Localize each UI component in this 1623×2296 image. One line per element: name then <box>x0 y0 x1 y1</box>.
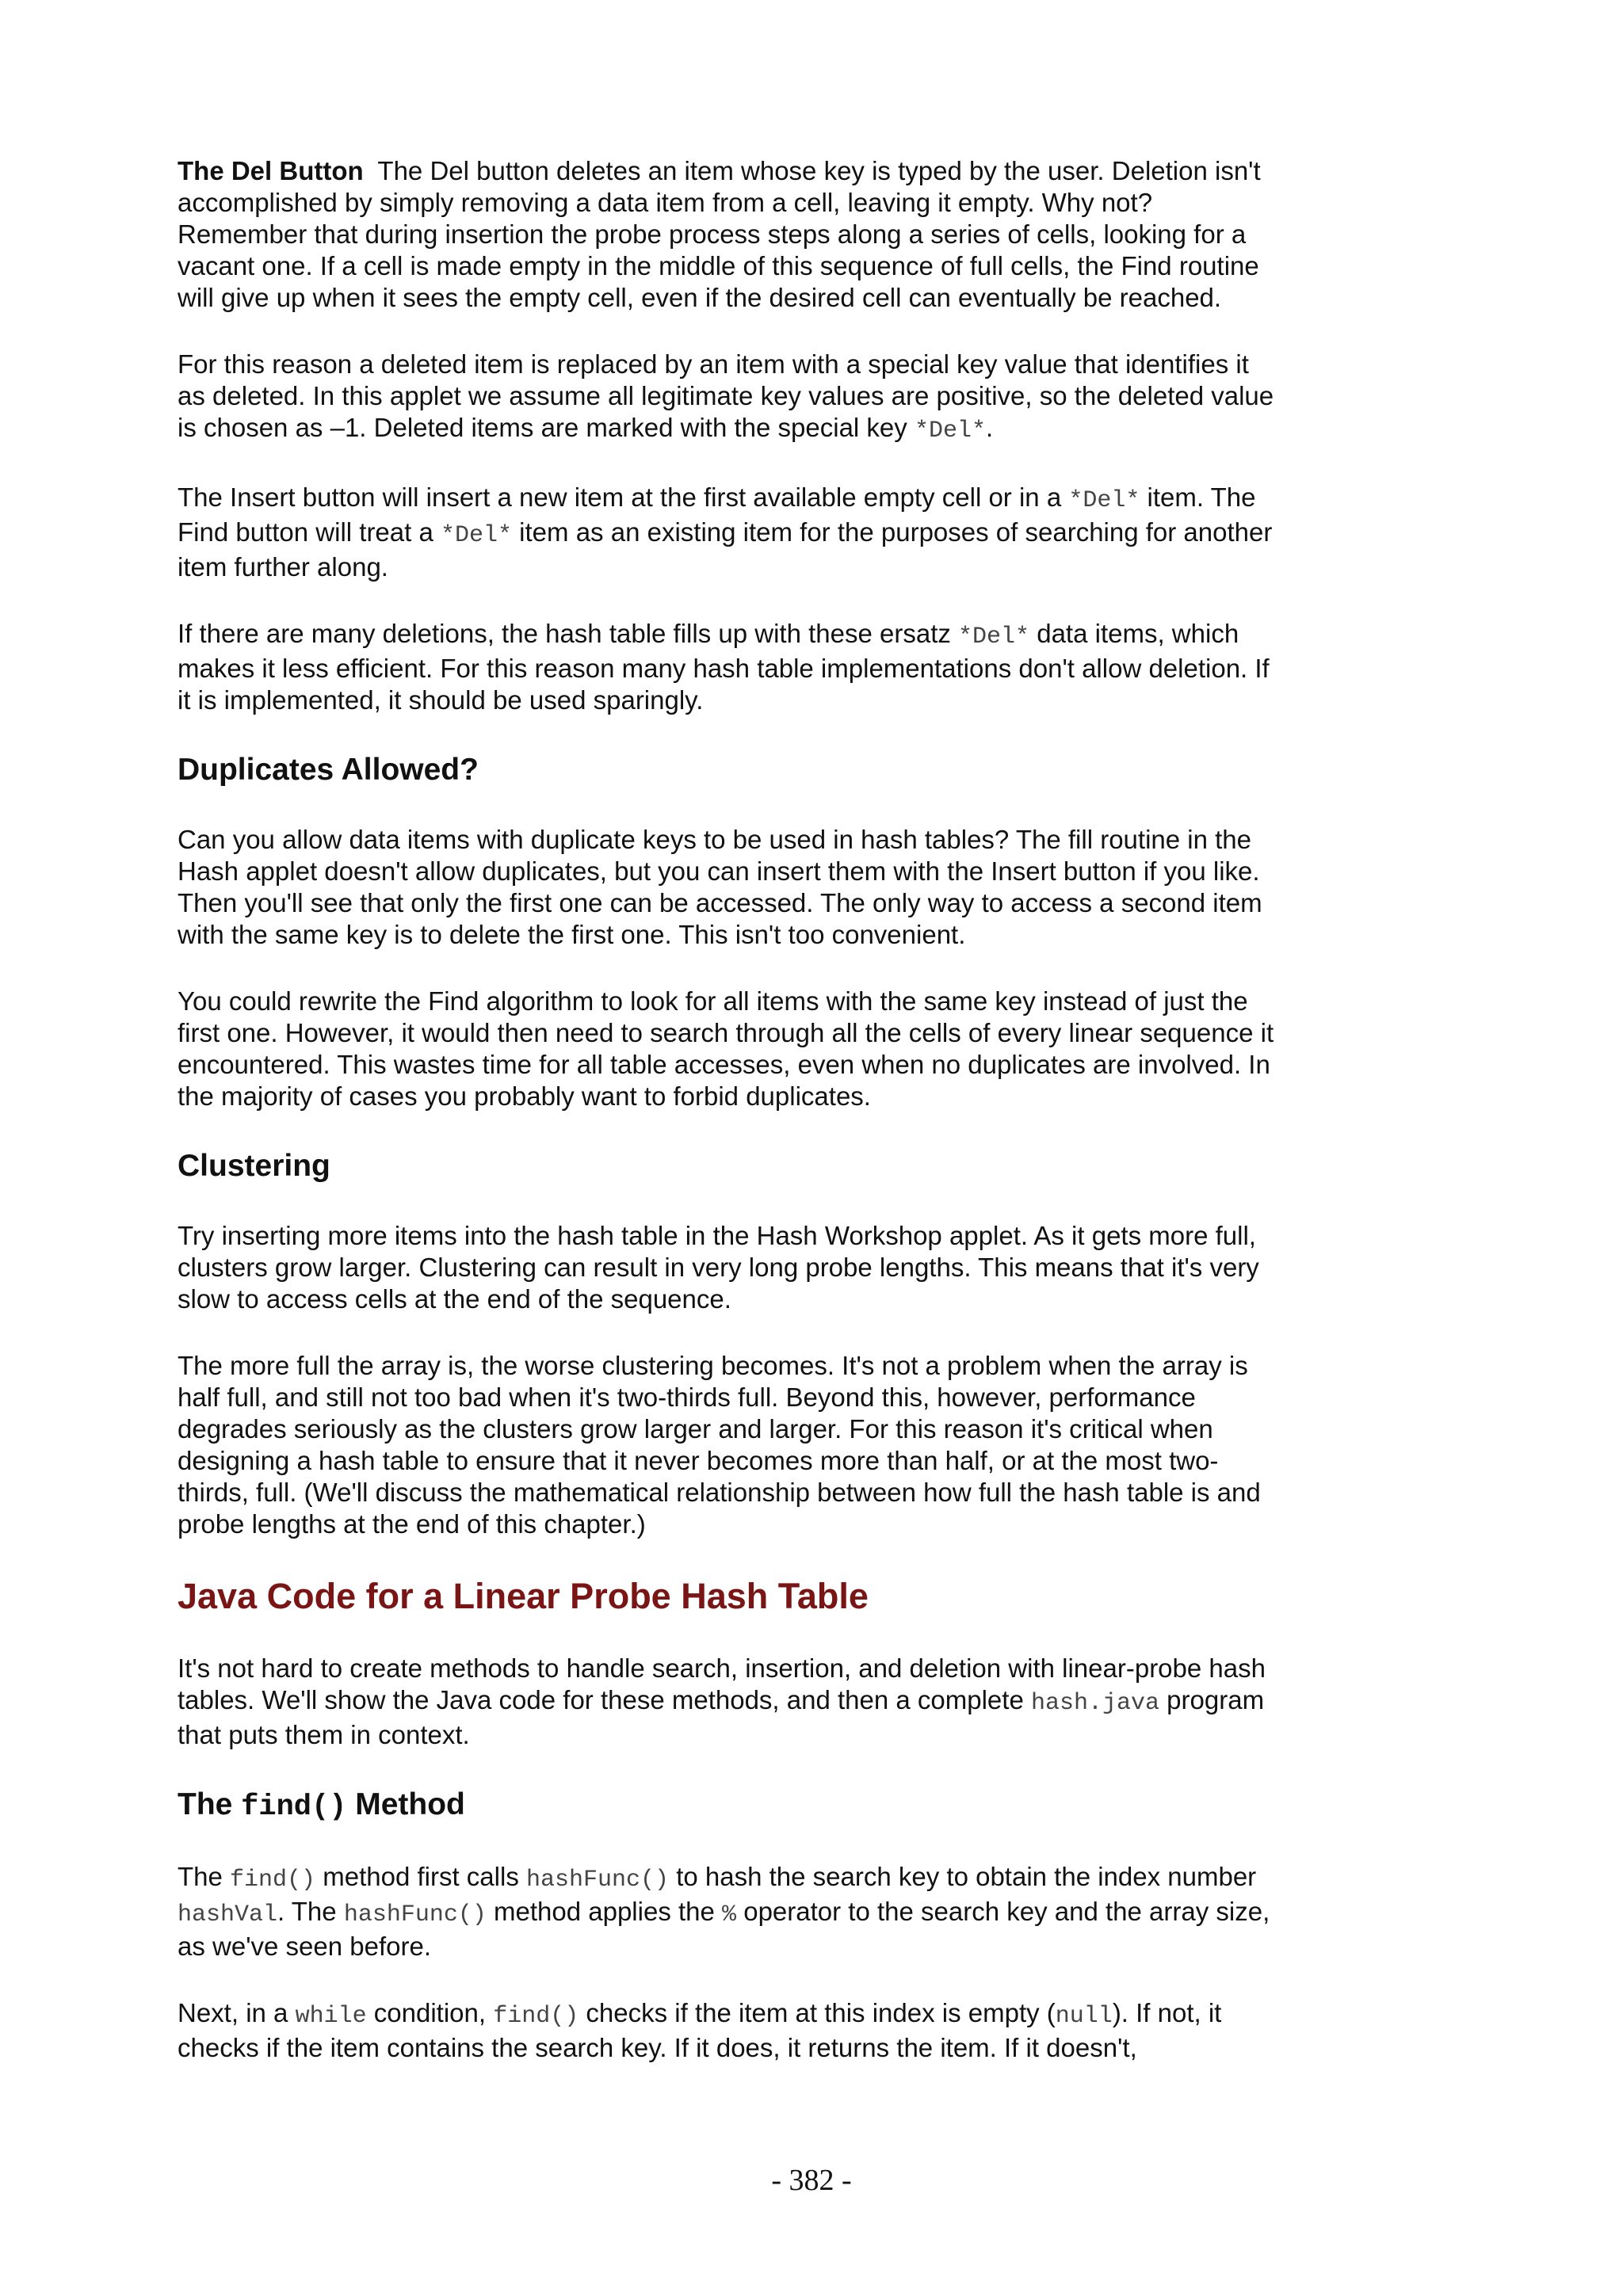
text-span: method applies the <box>486 1897 723 1926</box>
paragraph-clustering-2: The more full the array is, the worse clustering becomes. It's not a problem when the array is half full, and still not too bad when it's two-thirds full. Beyond this, however, performance degrades seriously as the clusters grow larger and larger. For this reason it's critical when designing a hash table to ensure that it never becomes more than half, or at the most two-thirds, full. (We'll discuss the mathematical relationship between how full the hash table is and probe lengths at the end of this chapter.) <box>178 1351 1261 1539</box>
code-hash-java: hash.java <box>1030 1690 1160 1717</box>
text-span: program that puts them in context. <box>178 1685 1265 1749</box>
code-while: while <box>295 2003 367 2030</box>
code-del-key: *Del* <box>1068 487 1140 514</box>
text-span: condition, <box>366 1998 494 2027</box>
code-modulo-operator: % <box>722 1901 737 1928</box>
page-number: - 382 - <box>771 2164 852 2197</box>
text-span: Method <box>346 1787 465 1821</box>
code-find: find() <box>230 1867 316 1894</box>
paragraph-duplicates-1: Can you allow data items with duplicate keys to be used in hash tables? The fill routine in the Hash applet doesn't allow duplicates, but you can insert them with the Insert button if you like. Then you'll see that only the first one can be accessed. The only way to access a second item with the same key is to delete the first one. This isn't too convenient. <box>178 825 1262 949</box>
text-span: It's not hard to create methods to handle search, insertion, and deletion with linear-probe hash tables. We'll show the Java code for these methods, and then a complete <box>178 1653 1266 1714</box>
code-null: null <box>1055 2003 1113 2030</box>
text-span: checks if the item at this index is empty ( <box>579 1998 1056 2027</box>
text-span: The <box>178 1862 231 1891</box>
text-span: item. The Find button will treat a <box>178 482 1256 547</box>
code-hashval: hashVal <box>178 1901 278 1928</box>
paragraph-insert-find <box>178 482 1279 583</box>
text-span: The <box>178 1787 242 1821</box>
paragraph-del-button <box>178 155 1279 314</box>
code-hashfunc: hashFunc() <box>343 1901 487 1928</box>
text-span: to hash the search key to obtain the index number <box>669 1862 1257 1891</box>
text-span: . <box>985 413 994 442</box>
text-span: Next, in a <box>178 1998 296 2027</box>
text-span: item as an existing item for the purposes of searching for another item further along. <box>178 517 1273 582</box>
paragraph-deleted-item <box>178 349 1279 447</box>
text-span: ). If not, it checks if the item contains the search key. If it does, it returns the item. If it doesn't, <box>178 1998 1222 2062</box>
del-button-heading: The Del Button <box>178 156 364 185</box>
code-find: find() <box>493 2003 579 2030</box>
text-span: The Insert button will insert a new item at the first available empty cell or in a <box>178 482 1069 512</box>
code-del-key: *Del* <box>441 522 513 549</box>
text-span: For this reason a deleted item is replaced by an item with a special key value that identifies it as deleted. In this applet we assume all legitimate key values are positive, so the deleted value is chosen as –1. Deleted items are marked with the special key <box>178 349 1274 442</box>
code-del-key: *Del* <box>914 418 986 444</box>
paragraph-find-1 <box>178 1861 1279 1962</box>
code-hashfunc: hashFunc() <box>526 1867 670 1894</box>
paragraph-java-intro <box>178 1653 1279 1751</box>
heading-find-method <box>178 1786 1279 1826</box>
heading-java-code: Java Code for a Linear Probe Hash Table <box>178 1576 869 1616</box>
paragraph-duplicates-2: You could rewrite the Find algorithm to look for all items with the same key instead of just the first one. However, it would then need to search through all the cells of every linear sequence it encountered. This wastes time for all table accesses, even when no duplicates are involved. In the majority of cases you probably want to forbid duplicates. <box>178 986 1274 1111</box>
code-del-key: *Del* <box>958 624 1030 650</box>
text-span: method first calls <box>315 1862 526 1891</box>
paragraph-many-deletions <box>178 618 1279 716</box>
paragraph-find-2 <box>178 1997 1279 2064</box>
paragraph-clustering-1: Try inserting more items into the hash table in the Hash Workshop applet. As it gets more full, clusters grow larger. Clustering can result in very long probe lengths. This means that it's very slow to access cells at the end of the sequence. <box>178 1221 1259 1314</box>
del-button-text: The Del button deletes an item whose key is typed by the user. Deletion isn't accomplished by simply removing a data item from a cell, leaving it empty. Why not? Remember that during insertion the probe process steps along a series of cells, looking for a vacant one. If a cell is made empty in the middle of this sequence of full cells, the Find routine will give up when it sees the empty cell, even if the desired cell can eventually be reached. <box>178 156 1261 312</box>
text-span: . The <box>277 1897 344 1926</box>
heading-clustering: Clustering <box>178 1149 330 1183</box>
text-span: If there are many deletions, the hash table fills up with these ersatz <box>178 619 959 648</box>
code-find: find() <box>241 1791 347 1824</box>
text-span: operator to the search key and the array size, as we've seen before. <box>178 1897 1270 1961</box>
page-content <box>178 155 1279 2099</box>
text-span: data items, which makes it less efficient. For this reason many hash table implementations don't allow deletion. If it is implemented, it should be used sparingly. <box>178 619 1270 715</box>
heading-duplicates: Duplicates Allowed? <box>178 753 479 787</box>
